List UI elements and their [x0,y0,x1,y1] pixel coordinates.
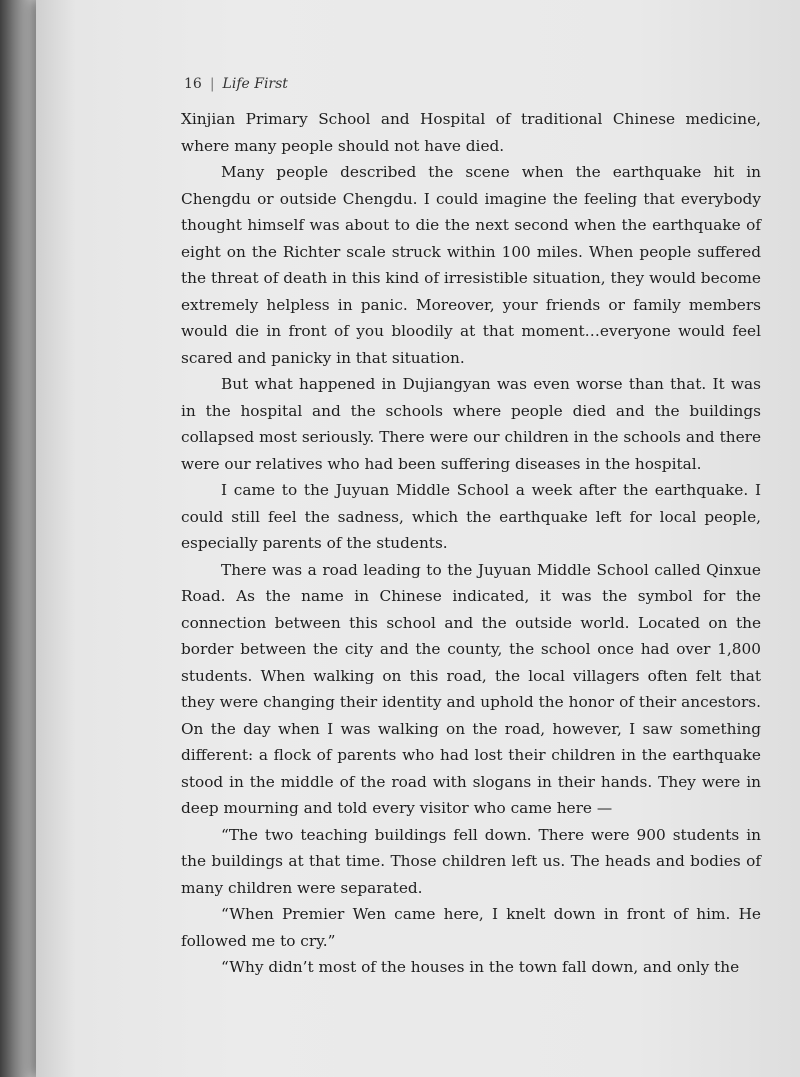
header-separator: | [209,76,215,92]
paragraph: Many people described the scene when the earthquake hit in Chengdu or outside Chengdu. I could imagine the feeling that everybody thought himself was about to die the next second when the earthquake of eight on the Richter scale struck within 100 miles. When people suffered the threat of death in this kind of irresistible situation, they would become extremely helpless in panic. Moreover, your friends or family members would die in front of you bloodily at that moment…everyone would feel scared and panicky in that situation. [181,163,761,367]
paragraph: “Why didn’t most of the houses in the town fall down, and only the [221,958,740,976]
paragraph: But what happened in Dujiangyan was even worse than that. It was in the hospital and the schools where people died and the buildings collapsed most seriously. There were our children in the schools and there were our relatives who had been suffering diseases in the hospital. [181,375,761,473]
running-header [184,76,288,92]
paragraph: “The two teaching buildings fell down. There were 900 students in the buildings at that time. Those children left us. The heads and bodies of many children were separated. [181,825,761,897]
paragraph: “When Premier Wen came here, I knelt down in front of him. He followed me to cry.” [181,905,761,950]
paragraph: Xinjian Primary School and Hospital of traditional Chinese medicine, where many people should not have died. [181,110,761,155]
paragraph: There was a road leading to the Juyuan Middle School called Qinxue Road. As the name in Chinese indicated, it was the symbol for the connection between this school and the outside world. Located on the border between the city and the county, the school once had over 1,800 students. When walking on this road, the local villagers often felt that they were changing their identity and uphold the honor of their ancestors. On the day when I was walking on the road, however, I saw something different: a flock of parents who had lost their children in the earthquake stood in the middle of the road with slogans in their hands. They were in deep mourning and told every visitor who came here — [181,560,761,817]
book-title: Life First [222,76,288,92]
book-page [36,0,800,1077]
page-number: 16 [184,76,202,92]
paragraph: I came to the Juyuan Middle School a week after the earthquake. I could still feel the sadness, which the earthquake left for local people, especially parents of the students. [181,481,761,552]
body-text [181,106,761,981]
